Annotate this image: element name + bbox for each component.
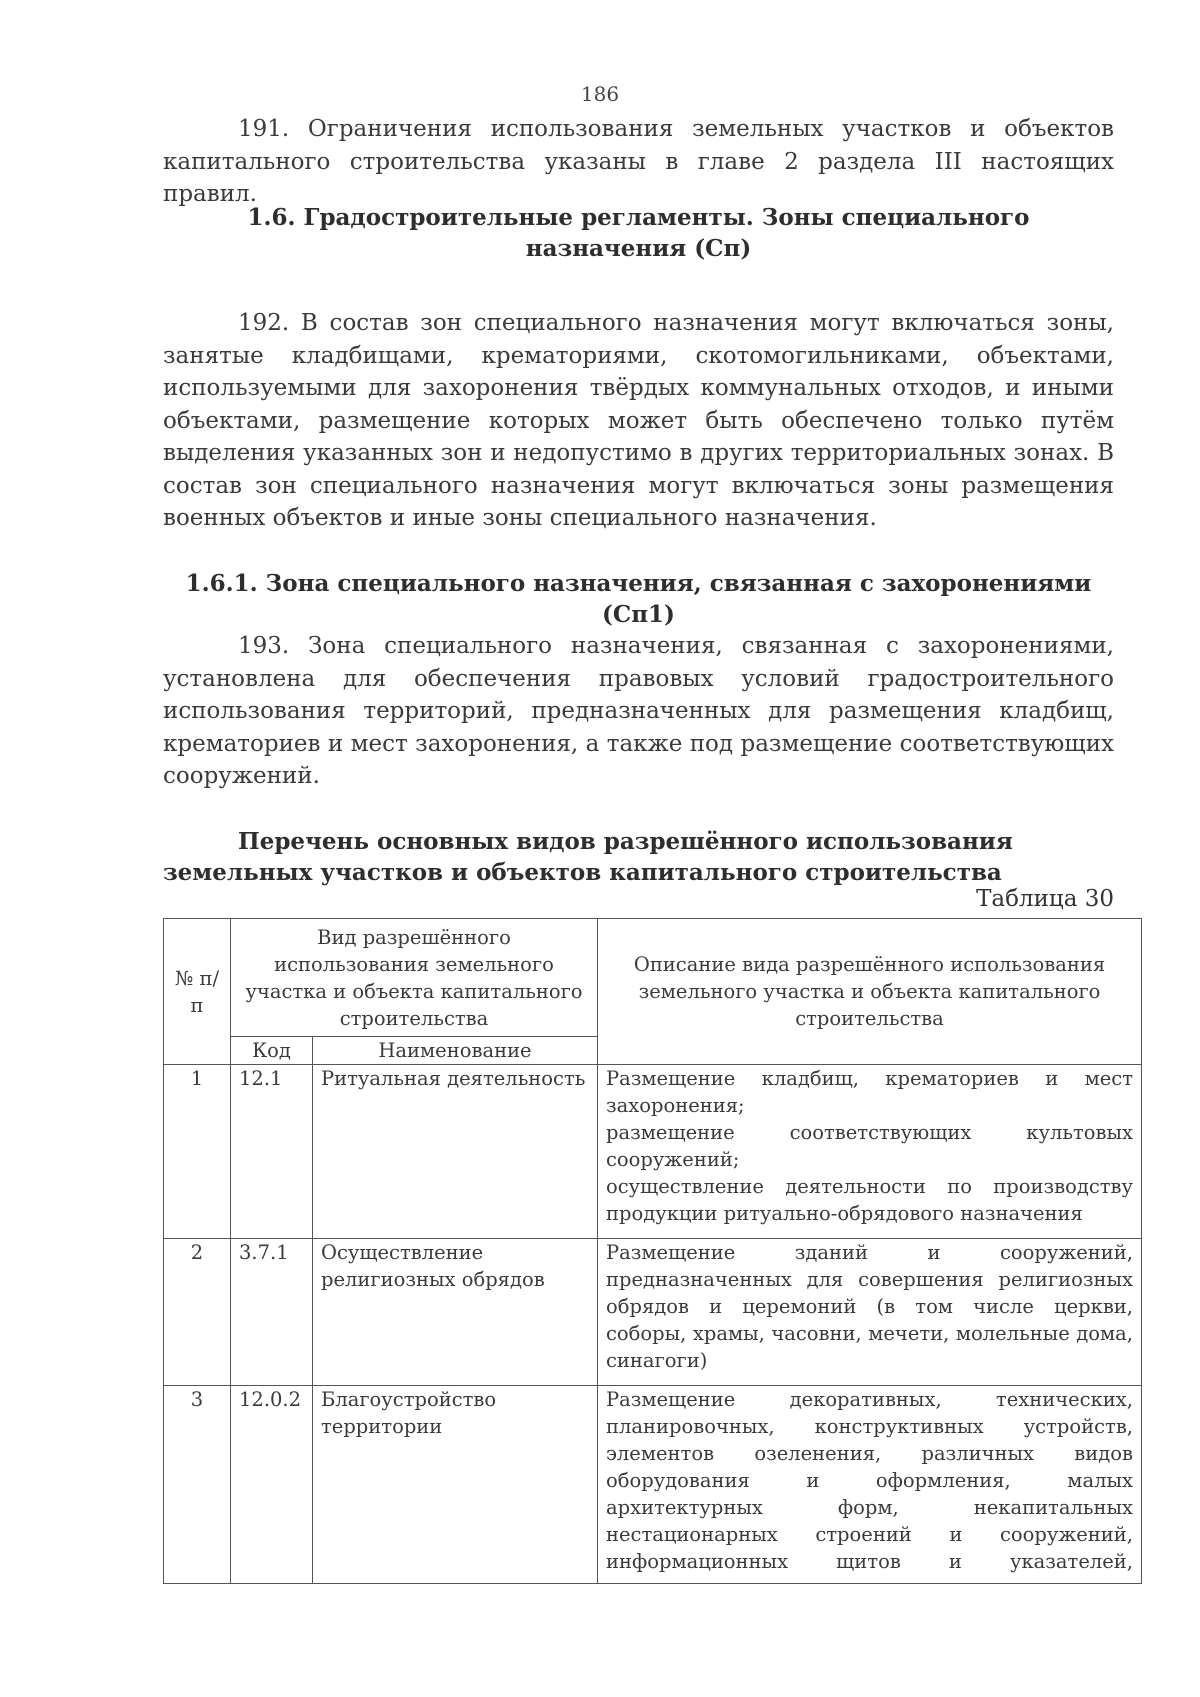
- paragraph-191: 191. Ограничения использования земельных участков и объектов капитального строительства указаны в главе 2 раздела III настоящих правил.: [163, 116, 1114, 207]
- row-description: [598, 1065, 1142, 1239]
- paragraph-193: 193. Зона специального назначения, связанная с захоронениями, установлена для обеспечения правовых условий градостроительного использования территорий, предназначенных для размещения кладбищ, крематориев и мест захоронения, а также под размещение соответствующих сооружений.: [163, 633, 1114, 789]
- description-line: размещение соответствующих культовых сооружений;: [606, 1121, 1133, 1171]
- description-line: Размещение зданий и сооружений, предназначенных для совершения религиозных обрядов и церемоний (в том числе церкви, соборы, храмы, часовни, мечети, молельные дома, синагоги): [606, 1241, 1133, 1372]
- description-line: Размещение кладбищ, крематориев и мест захоронения;: [606, 1067, 1133, 1117]
- paragraph-192: 192. В состав зон специального назначения могут включаться зоны, занятые кладбищами, крематориями, скотомогильниками, объектами, используемыми для захоронения твёрдых коммунальных отходов, и иными объектами, размещение которых может быть обеспечено только путём выделения указанных зон и недопустимо в других территориальных зонах. В состав зон специального назначения могут включаться зоны размещения военных объектов и иные зоны специального назначения.: [163, 310, 1114, 531]
- row-code: 3.7.1: [231, 1239, 313, 1386]
- description-line: осуществление деятельности по производству продукции ритуально-обрядового назначения: [606, 1175, 1133, 1225]
- table-row: [164, 1239, 1142, 1386]
- row-num: 3: [164, 1386, 231, 1584]
- permitted-use-table: [163, 918, 1142, 1584]
- table-title: Перечень основных видов разрешённого использования земельных участков и объектов капитального строительства: [163, 828, 1013, 886]
- description-line: Размещение декоративных, технических, планировочных, конструктивных устройств, элементов озеленения, различных видов оборудования и оформления, малых архитектурных форм, некапитальных нестационарных строений и сооружений, информационных щитов и указателей,: [606, 1388, 1133, 1573]
- table-row: [164, 1065, 1142, 1239]
- section-heading-1-6-1: 1.6.1. Зона специального назначения, связанная с захоронениями (Сп1): [185, 570, 1092, 628]
- row-code: 12.0.2: [231, 1386, 313, 1584]
- row-name: Осуществление религиозных обрядов: [313, 1239, 598, 1386]
- header-code: Код: [231, 1037, 313, 1065]
- header-kind: Вид разрешённого использования земельного участка и объекта капитального строительства: [231, 919, 598, 1037]
- row-name: Ритуальная деятельность: [313, 1065, 598, 1239]
- row-num: 2: [164, 1239, 231, 1386]
- table-label: Таблица 30: [976, 886, 1114, 912]
- row-num: 1: [164, 1065, 231, 1239]
- header-description: Описание вида разрешённого использования земельного участка и объекта капитального строительства: [598, 919, 1142, 1065]
- row-code: 12.1: [231, 1065, 313, 1239]
- header-name: Наименование: [313, 1037, 598, 1065]
- section-heading-1-6: 1.6. Градостроительные регламенты. Зоны специального назначения (Сп): [247, 204, 1030, 262]
- row-description: [598, 1239, 1142, 1386]
- header-num: № п/п: [164, 919, 231, 1065]
- row-name: Благоустройство территории: [313, 1386, 598, 1584]
- table-row: [164, 1386, 1142, 1584]
- page-number: 186: [580, 82, 620, 106]
- row-description: [598, 1386, 1142, 1584]
